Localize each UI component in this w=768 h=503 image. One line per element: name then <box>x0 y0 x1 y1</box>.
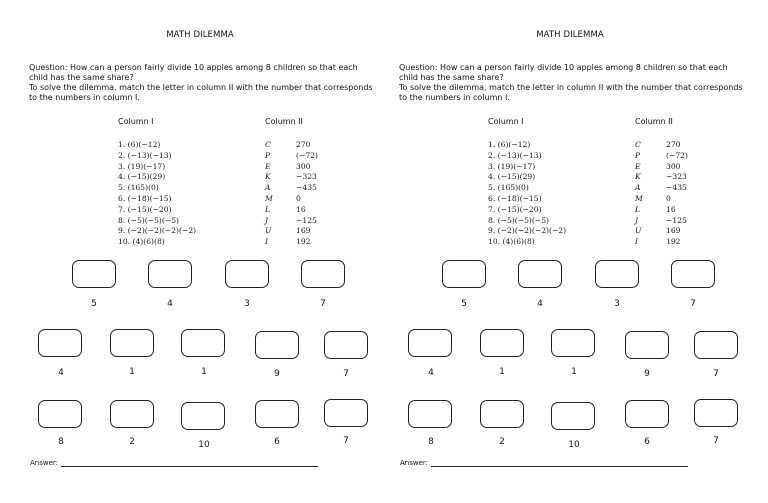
column-2-value: (−72) <box>666 150 688 160</box>
column-2-value: −435 <box>296 183 317 193</box>
question-line-2: To solve the dilemma, match the letter in column II with the number that corresponds to the numbers in column I. <box>399 83 743 102</box>
answer-box-number: 6 <box>274 437 280 447</box>
answer-box-number: 3 <box>244 299 250 309</box>
answer-box-number: 9 <box>274 369 280 379</box>
column-2-letter: E <box>265 161 271 171</box>
worksheet-title: MATH DILEMMA <box>536 30 604 40</box>
column-2-letter: I <box>635 237 638 247</box>
answer-box[interactable] <box>72 260 116 288</box>
column-2-letter: E <box>635 161 641 171</box>
column-2-value: (−72) <box>296 150 318 160</box>
column-2-value: −323 <box>666 172 687 182</box>
answer-box[interactable] <box>625 400 669 428</box>
column-2-values <box>666 140 688 248</box>
column-1-item: 9. (−2)(−2)(−2)(−2) <box>118 226 197 236</box>
column-1-item: 2. (−13)(−13) <box>488 150 542 160</box>
answer-label: Answer: <box>400 459 429 467</box>
answer-box[interactable] <box>480 329 524 357</box>
question-line-2: To solve the dilemma, match the letter in column II with the number that corresponds to the numbers in column I. <box>29 83 373 102</box>
answer-box[interactable] <box>595 260 639 288</box>
answer-box[interactable] <box>694 399 738 427</box>
column-2-heading: Column II <box>265 117 303 126</box>
column-2-value: −125 <box>296 215 317 225</box>
column-1-item: 6. (−18)(−15) <box>118 193 172 203</box>
column-2-letter: J <box>635 215 639 225</box>
column-2-heading: Column II <box>635 117 673 126</box>
column-2-letters <box>265 140 279 248</box>
column-2-letter: P <box>635 150 641 160</box>
column-2-value: 270 <box>666 140 681 149</box>
column-2-letter: A <box>265 183 271 193</box>
column-1-item: 4. (−15)(29) <box>488 172 536 182</box>
answer-box-number: 4 <box>537 299 543 309</box>
column-2-letter: L <box>635 204 641 214</box>
answer-box[interactable] <box>225 260 269 288</box>
answer-box[interactable] <box>480 400 524 428</box>
answer-box-number: 7 <box>343 369 349 379</box>
answer-box[interactable] <box>181 402 225 430</box>
answer-box[interactable] <box>38 400 82 428</box>
column-2-letter: M <box>635 193 643 203</box>
column-2-letter: I <box>265 237 268 247</box>
column-2-value: −125 <box>666 215 687 225</box>
column-2-letter: L <box>265 204 271 214</box>
column-2-letter: A <box>635 183 641 193</box>
column-2-letter: U <box>265 226 272 236</box>
answer-box[interactable] <box>148 260 192 288</box>
answer-box[interactable] <box>255 331 299 359</box>
question-text <box>399 63 744 103</box>
answer-box-number: 10 <box>568 440 580 450</box>
answer-box-number: 5 <box>461 299 467 309</box>
answer-box[interactable] <box>442 260 486 288</box>
answer-box-number: 4 <box>58 368 64 378</box>
column-2-letter: C <box>635 140 641 149</box>
answer-box[interactable] <box>625 331 669 359</box>
answer-box[interactable] <box>110 400 154 428</box>
column-1-item: 6. (−18)(−15) <box>488 193 542 203</box>
column-2-value: −435 <box>666 183 687 193</box>
answer-box[interactable] <box>408 400 452 428</box>
answer-box-number: 1 <box>201 367 207 377</box>
answer-box[interactable] <box>671 260 715 288</box>
answer-box-number: 2 <box>129 437 135 447</box>
column-1-item: 7. (−15)(−20) <box>118 204 172 214</box>
answer-box[interactable] <box>255 400 299 428</box>
answer-box[interactable] <box>518 260 562 288</box>
column-1-item: 4. (−15)(29) <box>118 172 166 182</box>
answer-box-number: 1 <box>499 367 505 377</box>
column-2-value: 0 <box>296 193 301 203</box>
answer-box-number: 7 <box>690 299 696 309</box>
question-line-1: Question: How can a person fairly divide 10 apples among 8 children so that each child has the same share? <box>29 63 358 82</box>
answer-box-number: 5 <box>91 299 97 309</box>
answer-box-number: 7 <box>713 436 719 446</box>
answer-box-number: 4 <box>167 299 173 309</box>
answer-box[interactable] <box>181 329 225 357</box>
column-1-heading: Column I <box>488 117 524 126</box>
answer-box-number: 7 <box>320 299 326 309</box>
answer-box-number: 2 <box>499 437 505 447</box>
answer-box-number: 9 <box>644 369 650 379</box>
answer-box-number: 4 <box>428 368 434 378</box>
column-2-value: 300 <box>666 161 681 171</box>
column-2-value: 300 <box>296 161 311 171</box>
column-2-letter: U <box>635 226 642 236</box>
answer-box-number: 8 <box>58 437 64 447</box>
column-2-value: 16 <box>666 204 676 214</box>
column-2-letter: P <box>265 150 271 160</box>
column-2-letter: M <box>265 193 273 203</box>
answer-line[interactable] <box>431 466 688 467</box>
answer-box[interactable] <box>38 329 82 357</box>
column-1-item: 8. (−5)(−5)(−5) <box>118 215 180 225</box>
column-2-letter: K <box>265 172 271 182</box>
answer-box[interactable] <box>110 329 154 357</box>
question-line-1: Question: How can a person fairly divide 10 apples among 8 children so that each child has the same share? <box>399 63 728 82</box>
answer-label: Answer: <box>30 459 59 467</box>
column-2-value: 16 <box>296 204 306 214</box>
column-2-value: 169 <box>296 226 311 236</box>
column-2-letter: C <box>265 140 271 149</box>
worksheet-right <box>370 0 754 503</box>
column-1-item: 5. (165)(0) <box>488 183 529 193</box>
column-1-item: 10. (4)(6)(8) <box>118 237 165 247</box>
answer-box[interactable] <box>324 399 368 427</box>
column-1-item: 3. (19)(−17) <box>118 161 166 171</box>
column-2-value: 192 <box>666 237 681 247</box>
column-1-item: 2. (−13)(−13) <box>118 150 172 160</box>
column-2-value: 169 <box>666 226 681 236</box>
column-1-list <box>488 140 566 248</box>
answer-box[interactable] <box>324 331 368 359</box>
answer-box-number: 10 <box>198 440 210 450</box>
answer-box[interactable] <box>694 331 738 359</box>
column-1-item: 10. (4)(6)(8) <box>488 237 535 247</box>
answer-box-number: 8 <box>428 437 434 447</box>
column-1-item: 5. (165)(0) <box>118 183 159 193</box>
answer-box-number: 6 <box>644 437 650 447</box>
column-1-item: 8. (−5)(−5)(−5) <box>488 215 550 225</box>
column-2-value: −323 <box>296 172 317 182</box>
answer-box[interactable] <box>551 329 595 357</box>
column-1-item: 7. (−15)(−20) <box>488 204 542 214</box>
column-2-value: 0 <box>666 193 671 203</box>
answer-box-number: 7 <box>343 436 349 446</box>
column-2-values <box>296 140 318 248</box>
column-1-item: 1. (6)(−12) <box>118 140 161 149</box>
column-1-list <box>118 140 196 248</box>
column-1-item: 1. (6)(−12) <box>488 140 531 149</box>
answer-line[interactable] <box>61 466 318 467</box>
column-1-item: 9. (−2)(−2)(−2)(−2) <box>488 226 567 236</box>
answer-box-number: 7 <box>713 369 719 379</box>
column-2-letter: J <box>265 215 269 225</box>
answer-box-number: 3 <box>614 299 620 309</box>
column-1-item: 3. (19)(−17) <box>488 161 536 171</box>
column-2-letters <box>635 140 649 248</box>
column-2-value: 192 <box>296 237 311 247</box>
answer-box[interactable] <box>551 402 595 430</box>
column-2-value: 270 <box>296 140 311 149</box>
question-text <box>29 63 374 103</box>
answer-box[interactable] <box>408 329 452 357</box>
column-1-heading: Column I <box>118 117 154 126</box>
column-2-letter: K <box>635 172 641 182</box>
answer-box-number: 1 <box>571 367 577 377</box>
worksheet-title: MATH DILEMMA <box>166 30 234 40</box>
answer-box[interactable] <box>301 260 345 288</box>
answer-box-number: 1 <box>129 367 135 377</box>
